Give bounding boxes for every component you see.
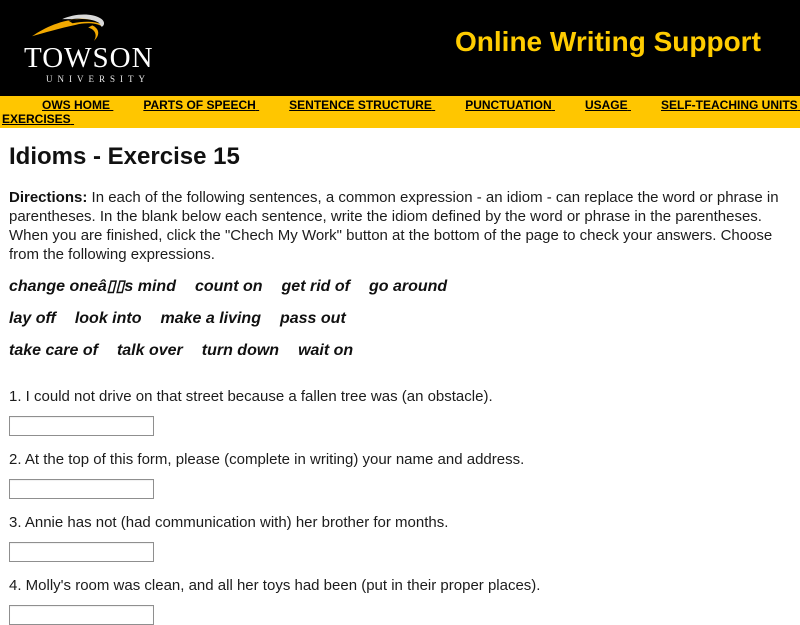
nav-link-sentence-structure[interactable]: SENTENCE STRUCTURE (289, 98, 432, 112)
directions-text: In each of the following sentences, a common expression - an idiom - can replace the word or phrase in parentheses. In the blank below each sentence, write the idiom defined by the word or phrase in the parentheses. When you are finished, click the "Chech My Work" button at the bottom of the page to check your answers. Choose from the following expressions. (9, 189, 779, 263)
main-nav (0, 96, 800, 128)
questions-list (9, 388, 790, 625)
logo-wordmark: TOWSON (24, 42, 154, 74)
answer-row (9, 479, 790, 499)
question-1 (9, 388, 790, 436)
idiom-item: make a living (160, 310, 261, 327)
idiom-row-1 (9, 277, 790, 296)
question-2 (9, 451, 790, 499)
answer-row (9, 416, 790, 436)
nav-link-ows-home[interactable]: OWS HOME (42, 98, 110, 112)
idiom-item: get rid of (281, 278, 350, 295)
idiom-item: take care of (9, 342, 98, 359)
answer-row (9, 542, 790, 562)
site-title: Online Writing Support (455, 26, 761, 57)
nav-row-2 (2, 112, 800, 126)
idiom-item: look into (74, 310, 142, 327)
idiom-item: pass out (279, 310, 346, 327)
question-text: 1. I could not drive on that street because a fallen tree was (an obstacle). (9, 388, 493, 405)
directions-label: Directions: (9, 189, 88, 206)
question-3 (9, 514, 790, 562)
question-text: 2. At the top of this form, please (complete in writing) your name and address. (9, 451, 525, 468)
nav-row-1 (42, 98, 800, 112)
idiom-item: talk over (116, 342, 183, 359)
idiom-item: turn down (201, 342, 280, 359)
answer-input-3[interactable] (9, 542, 154, 562)
nav-link-punctuation[interactable]: PUNCTUATION (465, 98, 552, 112)
answer-input-2[interactable] (9, 479, 154, 499)
idiom-item: wait on (298, 342, 354, 359)
idiom-row-3 (9, 341, 790, 360)
idiom-item: change oneâ▯▯s mind (9, 278, 176, 295)
site-header (0, 0, 800, 96)
question-text: 4. Molly's room was clean, and all her toys had been (put in their proper places). (9, 577, 541, 594)
question-text: 3. Annie has not (had communication with) her brother for months. (9, 514, 449, 531)
idiom-row-2 (9, 309, 790, 328)
towson-logo[interactable] (18, 4, 188, 94)
nav-link-self-teaching-units[interactable]: SELF-TEACHING UNITS (661, 98, 798, 112)
exercise-page (0, 143, 800, 625)
idiom-item: lay off (9, 310, 56, 327)
nav-link-usage[interactable]: USAGE (584, 98, 628, 112)
idiom-item: go around (368, 278, 448, 295)
answer-input-1[interactable] (9, 416, 154, 436)
nav-link-exercises[interactable]: EXERCISES (2, 112, 71, 126)
answer-input-4[interactable] (9, 605, 154, 625)
answer-row (9, 605, 790, 625)
idiom-item: count on (194, 278, 263, 295)
question-4 (9, 577, 790, 625)
page-title: Idioms - Exercise 15 (9, 143, 240, 170)
logo-subtitle: UNIVERSITY (46, 74, 150, 84)
directions-paragraph (9, 188, 790, 264)
nav-link-parts-of-speech[interactable]: PARTS OF SPEECH (143, 98, 256, 112)
